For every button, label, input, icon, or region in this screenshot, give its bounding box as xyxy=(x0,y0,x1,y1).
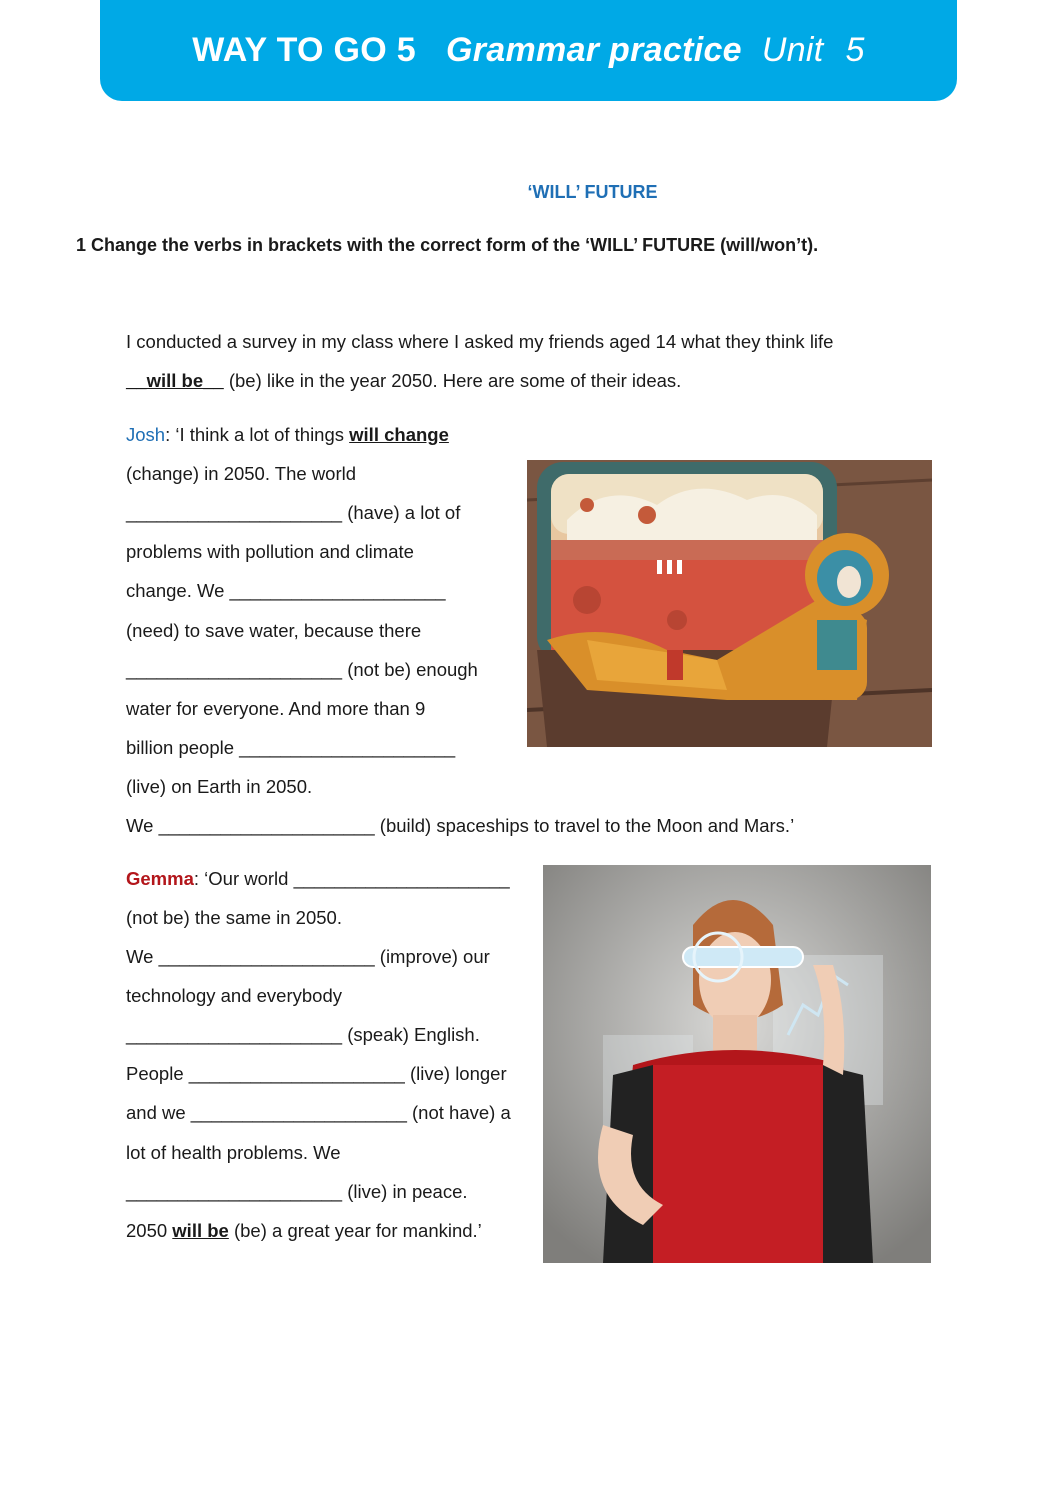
vr-woman-image xyxy=(543,865,931,1263)
answer-blank[interactable]: _____________________ xyxy=(188,1063,405,1084)
gemma-line-3: We _____________________ (improve) our xyxy=(126,946,490,967)
header-banner xyxy=(100,0,957,101)
josh-line-7: _____________________ (not be) enough xyxy=(126,659,478,680)
josh-line-1: Josh: ‘I think a lot of things will change xyxy=(126,424,449,445)
josh-line-5: change. We _____________________ xyxy=(126,580,446,601)
gemma-answer: will be xyxy=(172,1220,229,1241)
josh-line-8: water for everyone. And more than 9 xyxy=(126,698,426,719)
gemma-line-1: Gemma: ‘Our world _____________________ xyxy=(126,868,510,889)
answer-blank[interactable]: _____________________ xyxy=(126,1024,343,1045)
gemma-line-4: technology and everybody xyxy=(126,985,342,1006)
josh-line-2: (change) in 2050. The world xyxy=(126,463,357,484)
answer-blank[interactable]: _____________________ xyxy=(229,580,446,601)
answer-blank[interactable]: _____________________ xyxy=(126,502,343,523)
page-title: ‘WILL’ FUTURE xyxy=(527,182,658,202)
answer-blank[interactable]: _____________________ xyxy=(126,1181,343,1202)
josh-line-9: billion people _____________________ xyxy=(126,737,456,758)
intro-line-2: __will be__ (be) like in the year 2050. Here are some of their ideas. xyxy=(126,370,682,391)
astronaut-image xyxy=(527,460,932,747)
intro-line-1: I conducted a survey in my class where I asked my friends aged 14 what they think life xyxy=(126,331,834,352)
speaker-gemma: Gemma xyxy=(126,868,194,889)
section-title: Grammar practice xyxy=(446,31,742,69)
answer-blank[interactable]: _____________________ xyxy=(126,659,343,680)
josh-answer: will change xyxy=(349,424,449,445)
answer-blank[interactable]: _____________________ xyxy=(239,737,456,758)
gemma-line-5: _____________________ (speak) English. xyxy=(126,1024,480,1045)
gemma-line-10: 2050 will be (be) a great year for mankind.’ xyxy=(126,1220,482,1241)
answer-blank[interactable]: _____________________ xyxy=(293,868,510,889)
answer-blank[interactable]: _____________________ xyxy=(158,815,375,836)
josh-line-11: We _____________________ (build) spaceships to travel to the Moon and Mars.’ xyxy=(126,815,795,836)
unit-label: Unit xyxy=(761,31,824,69)
josh-line-3: _____________________ (have) a lot of xyxy=(126,502,461,523)
gemma-line-8: lot of health problems. We xyxy=(126,1142,341,1163)
gemma-line-9: _____________________ (live) in peace. xyxy=(126,1181,468,1202)
series-title: WAY TO GO 5 xyxy=(192,31,417,69)
gemma-line-7: and we _____________________ (not have) a xyxy=(126,1102,511,1123)
speaker-josh: Josh xyxy=(126,424,166,445)
josh-line-4: problems with pollution and climate xyxy=(126,541,414,562)
josh-line-10: (live) on Earth in 2050. xyxy=(126,776,313,797)
josh-line-6: (need) to save water, because there xyxy=(126,620,422,641)
gemma-line-6: People _____________________ (live) longer xyxy=(126,1063,507,1084)
gemma-line-2: (not be) the same in 2050. xyxy=(126,907,342,928)
unit-number: 5 xyxy=(845,31,865,69)
answer-blank[interactable]: _____________________ xyxy=(190,1102,407,1123)
exercise-instruction: 1 Change the verbs in brackets with the correct form of the ‘WILL’ FUTURE (will/won’t). xyxy=(76,235,819,255)
answer-blank[interactable]: _____________________ xyxy=(158,946,375,967)
example-answer: __will be__ xyxy=(126,370,224,391)
